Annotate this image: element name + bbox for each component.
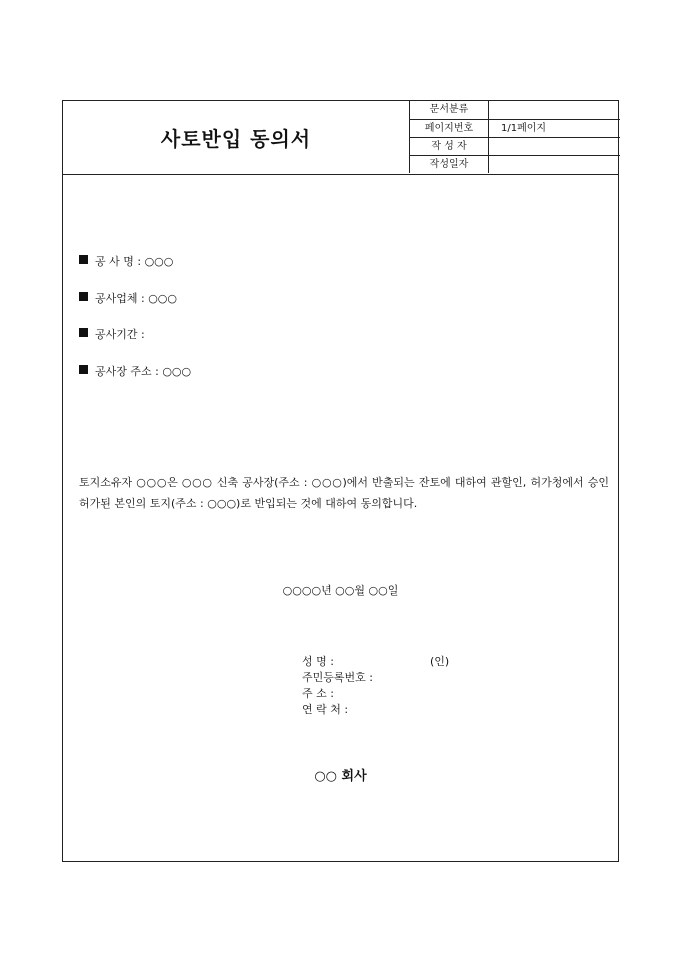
consent-paragraph: 토지소유자 ○○○은 ○○○ 신축 공사장(주소 : ○○○)에서 반출되는 잔토에 대하여 관할인, 허가청에서 승인 허가된 본인의 토지(주소 : ○○○)로 반입되는 것에 대하여 동의합니다. — [79, 476, 609, 510]
meta-value — [489, 156, 620, 173]
square-bullet-icon — [79, 292, 88, 301]
meta-value — [489, 138, 620, 155]
project-info-item — [79, 253, 191, 290]
meta-row-date — [410, 155, 620, 173]
document-title: 사토반입 동의서 — [160, 126, 312, 151]
id-number-label: 주민등록번호 : — [302, 671, 373, 684]
square-bullet-icon — [79, 255, 88, 264]
meta-row-category — [410, 101, 620, 119]
contractor: 공사업체 : ○○○ — [95, 291, 177, 305]
company-name: ○○ 회사 — [314, 769, 367, 784]
seal-mark: (인) — [430, 655, 450, 668]
project-info-list — [79, 253, 191, 399]
meta-label: 문서분류 — [410, 101, 489, 119]
meta-row-page — [410, 119, 620, 137]
address-label: 주 소 : — [302, 687, 334, 700]
square-bullet-icon — [79, 328, 88, 337]
document-date: ○○○○년 ○○월 ○○일 — [282, 584, 399, 597]
name-label: 성 명 : — [302, 655, 334, 668]
signature-contact-row — [302, 702, 449, 718]
meta-table — [409, 101, 620, 173]
contact-label: 연 락 처 : — [302, 703, 349, 716]
meta-label: 작성일자 — [410, 156, 489, 173]
construction-period: 공사기간 : — [95, 328, 145, 341]
square-bullet-icon — [79, 365, 88, 374]
meta-row-author — [410, 137, 620, 155]
meta-value: 1/1페이지 — [501, 123, 547, 134]
signature-block — [302, 654, 449, 718]
document-header — [63, 101, 618, 175]
document-form — [62, 100, 619, 862]
project-info-item — [79, 290, 191, 327]
project-info-item — [79, 363, 191, 400]
meta-label: 페이지번호 — [410, 120, 489, 137]
meta-label: 작 성 자 — [410, 138, 489, 155]
signature-address-row — [302, 686, 449, 702]
project-info-item — [79, 326, 191, 363]
site-address: 공사장 주소 : ○○○ — [95, 364, 192, 378]
signature-name-row — [302, 654, 449, 670]
project-name: 공 사 명 : ○○○ — [95, 255, 174, 268]
signature-id-row — [302, 670, 449, 686]
meta-value — [489, 101, 620, 119]
